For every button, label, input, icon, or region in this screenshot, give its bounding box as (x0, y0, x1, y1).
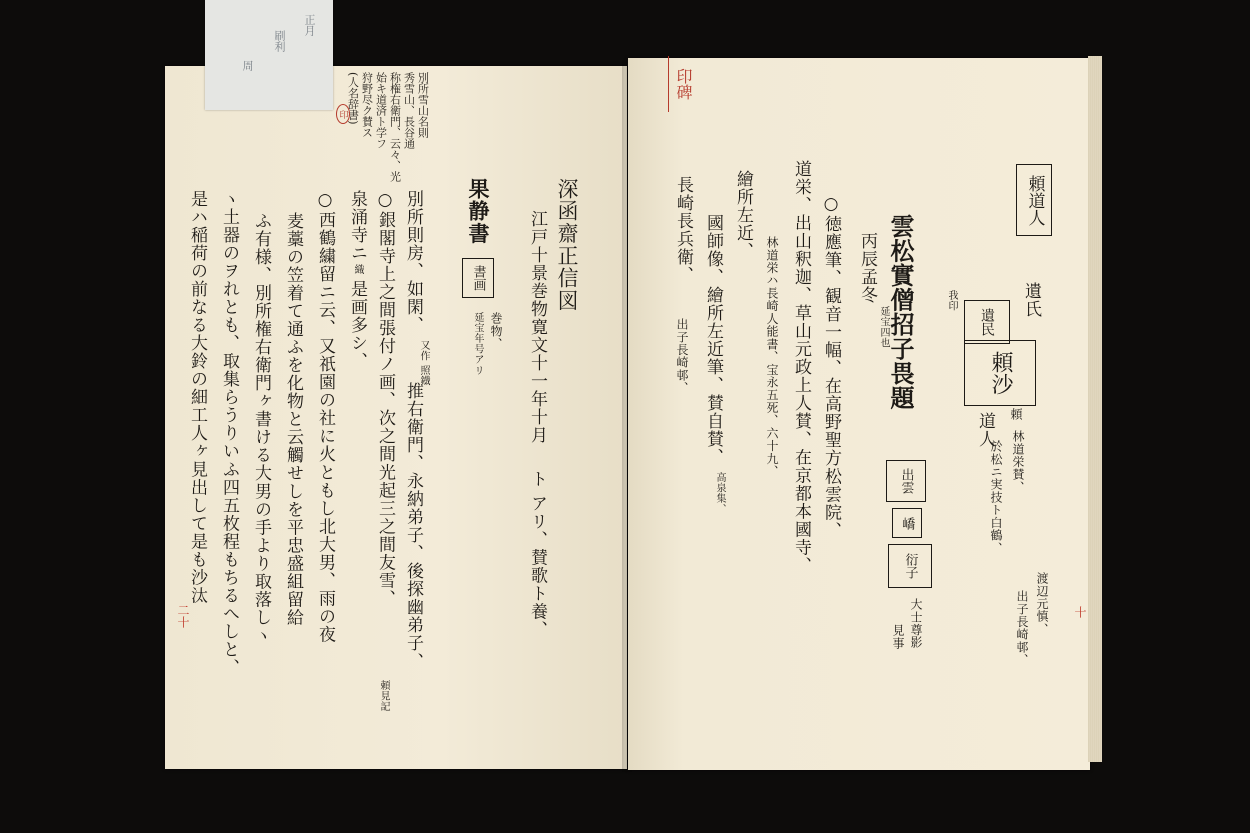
page-number: 二十 (176, 604, 190, 628)
text-note: 頼 (1009, 408, 1023, 421)
margin-note: 秀雪山、長谷通 (402, 72, 416, 149)
margin-note: 狩野尽ク賛ス (360, 72, 374, 138)
text-column: ふ有様、別所権右衛門ヶ書ける大男の手より取落しヽ (251, 212, 271, 645)
title-box: 頼道人 (1016, 164, 1052, 236)
text-note: 大士尊影 (909, 598, 923, 649)
slip-line: 刷利 (273, 30, 286, 52)
slip-line: 周 (241, 60, 254, 71)
text-note: 高泉集、 (714, 472, 725, 515)
red-stamp: 印碑 (668, 56, 698, 112)
text-note: 巻物、 (489, 312, 503, 351)
text-note: 林道栄賛、 (1011, 430, 1025, 494)
text-column: 推右衛門、永納弟子、後探幽弟子、 (403, 382, 423, 671)
text-note: 延宝年号アリ (472, 312, 483, 376)
text-column: ヽ土器のヲれとも、取集らうりいふ四五枚程もちるへしと、 (219, 190, 239, 677)
text-column: ○徳應筆、観音一幅、在高野聖方松雲院、 (821, 194, 841, 540)
text-column: 泉涌寺ニ (347, 190, 367, 263)
text-note: 織 (352, 264, 363, 275)
text-note: 渡辺元慎、 (1035, 572, 1049, 636)
text-column: 深函齋正信図 (555, 178, 579, 312)
margin-note: 称権右衛門、云々、光 (388, 72, 402, 182)
text-column: 麦藁の笠着て通ふを化物と云觸せしを平忠盛組留給 (283, 212, 303, 627)
seal: 遺民 (964, 300, 1010, 344)
text-column: 長崎長兵衛、 (673, 176, 693, 285)
seal: 頼沙 (964, 340, 1036, 406)
text-note: 於松ニ実技ト白鶴、 (989, 440, 1003, 555)
text-column: ○銀閣寺上之間張付ノ画、次之間光起三之間友雪、 (375, 190, 395, 608)
slip-line: 正月 (303, 14, 316, 36)
page-number: 十 (1073, 606, 1087, 618)
text-note: 延宝四也 (878, 306, 889, 349)
text-column: 遺氏 (1021, 282, 1041, 319)
margin-seal: 印 (336, 104, 350, 124)
text-column: ○西鶴繍留ニ云、又祇園の社に火ともし北大男、雨の夜 (315, 190, 335, 644)
text-column: 江戸十景巻物寛文十一年十月 (527, 210, 547, 445)
text-column: 繪所左近、 (733, 170, 753, 261)
margin-note: 別所雪山名則 (416, 72, 430, 138)
text-note: 出子長崎邨、 (1015, 590, 1029, 667)
text-note: 又作 照鐡 (418, 340, 429, 387)
signature-column: 雲松實僧招子畏題 (886, 214, 915, 410)
text-column: 道人 (975, 412, 995, 449)
margin-note: 始キ道済ト学フ (374, 72, 388, 149)
text-column: 國師像、繪所左近筆、賛自賛、 (703, 214, 723, 467)
seal: 衍子 (888, 544, 932, 588)
text-column: 別所則房、如閑、 (403, 190, 423, 335)
text-column: ト アリ、賛歌ト養、 (527, 470, 547, 639)
text-note: 頼見記 (378, 680, 389, 712)
text-column: 道栄、出山釈迦、草山元政上人賛、在京都本國寺、 (791, 160, 811, 575)
text-column: 丙辰孟冬 (857, 232, 877, 305)
text-note: 出子長崎邨、 (675, 318, 689, 395)
seal: 出雲 (886, 460, 926, 502)
text-column: 果静書 (466, 178, 491, 245)
text-column: 是ハ稲荷の前なる大鈴の細工人ヶ見出して是も沙汰 (187, 190, 207, 605)
text-column: 林道栄ハ長崎人能書、宝永五死、六十九、 (765, 236, 779, 478)
text-note: 見事 (891, 624, 905, 650)
seal: 嶠 (892, 508, 922, 538)
text-column: 是画多シ、 (347, 280, 367, 371)
page-edges (1088, 56, 1102, 762)
seal: 書画 (462, 258, 494, 298)
text-note: 我印 (946, 290, 957, 312)
margin-note: (人名辞書) (346, 72, 360, 125)
paper-slip (205, 0, 333, 110)
